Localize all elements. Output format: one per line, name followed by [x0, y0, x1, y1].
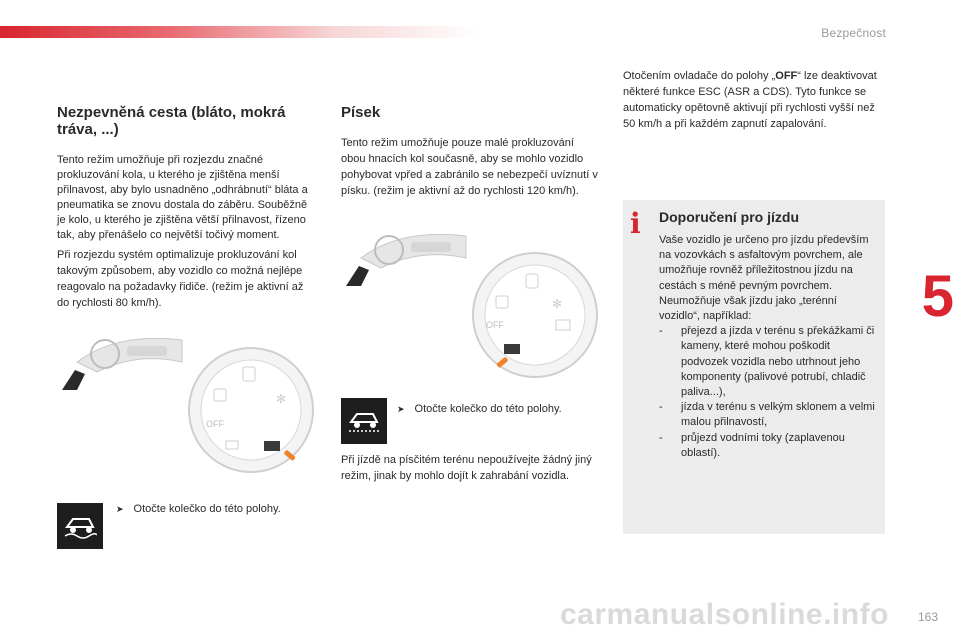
mud-paragraph-1: Tento režim umožňuje při rozjezdu značné prokluzování kola, u kterého je zjištěna menší přilnavost, aby bylo usnadněno „odhrábnutí“ bláta a pneumatika se znovu dostala do záběru. Souběžně je kolo, u kterého je zjištěna větší přilnavost, řízeno tak, aby přenášelo co největší točivý moment.: [57, 153, 308, 241]
recommendation-title: Doporučení pro jízdu: [659, 209, 799, 225]
mode-dial-sand: [470, 250, 600, 380]
recommendation-list: [659, 324, 877, 461]
dial-off-label: OFF: [206, 419, 224, 429]
car-mud-icon: [63, 513, 97, 539]
list-item: - přejezd a jízda v terénu s překážkami či kameny, které mohou poškodit podvozek vozidla nebo utrhnout jeho komponenty (palivové potrubí, chladič paliva...),: [659, 324, 877, 400]
recommendation-body: [659, 233, 877, 461]
mode-dial-mud: [186, 345, 316, 475]
sand-step: [397, 403, 562, 415]
sand-paragraph-1: Tento režim umožňuje pouze malé prokluzování obou hnacích kol současně, aby se mohlo vozidlo pohybovat vpřed a zabránilo se nebezpečí uvíznutí v písku. (režim je aktivní až do rychlosti 120 km/h).: [341, 137, 598, 198]
left-column: [57, 104, 312, 311]
sand-step-text: Otočte kolečko do této polohy.: [414, 403, 562, 415]
right-column: [623, 68, 885, 132]
header-red-band: [0, 26, 480, 38]
off-keyword: OFF: [775, 70, 798, 82]
dashboard-illustration-mud: [57, 322, 187, 390]
recommendation-intro: Vaše vozidlo je určeno pro jízdu především na vozovkách s asfaltovým povrchem, ale umožňuje rovněž příležitostnou jízdu na cestách s méně pevným povrchem.: [659, 234, 869, 292]
section-title: Bezpečnost: [821, 26, 886, 40]
mud-section-title: Nezpevněná cesta (bláto, mokrá tráva, ...): [57, 104, 286, 139]
dashboard-illustration-sand: [341, 218, 471, 286]
mud-step-text: Otočte kolečko do této polohy.: [133, 503, 281, 515]
recommendation-intro-2: Neumožňuje však jízdu jako „terénní vozidlo“, například:: [659, 294, 837, 323]
off-paragraph-prefix: Otočením ovladače do polohy „: [623, 70, 776, 82]
info-icon: i: [630, 207, 641, 240]
off-paragraph-suffix: “ lze deaktivovat některé funkce ESC (ASR a CDS). Tyto funkce se automaticky opětovně aktivují při rychlosti vyšší než 50 km/h a při každém zapnutí zapalování.: [623, 70, 877, 130]
svg-text:✻: ✻: [276, 392, 287, 406]
sand-mode-icon: [341, 398, 387, 444]
sand-section-title: Písek: [341, 104, 381, 121]
off-paragraph: [623, 68, 885, 132]
sand-paragraph-2: Při jízdě na písčitém terénu nepoužívejte žádný jiný režim, jinak by mohlo dojít k zahrabání vozidla.: [341, 454, 592, 482]
watermark-text: carmanualsonline.info: [560, 598, 889, 631]
dial-off-label: OFF: [486, 320, 504, 330]
middle-column: [341, 104, 601, 199]
car-sand-icon: [347, 408, 381, 434]
mud-paragraph-2: Při rozjezdu systém optimalizuje prokluzování kol takovým způsobem, aby vozidlo co možná nejlépe reagovalo na požadavky řidiče. (režim je aktivní až do rychlosti 80 km/h).: [57, 248, 304, 309]
step-marker-icon: ➤: [397, 404, 405, 414]
svg-text:✻: ✻: [552, 297, 563, 311]
list-item: - průjezd vodními toky (zaplavenou oblastí).: [659, 431, 877, 461]
step-marker-icon: ➤: [116, 504, 124, 514]
chapter-number: 5: [921, 264, 954, 329]
page-number: 163: [917, 610, 938, 624]
mud-step: [116, 503, 281, 515]
list-item: - jízda v terénu s velkým sklonem a velmi malou přilnavostí,: [659, 400, 877, 430]
mud-mode-icon: [57, 503, 103, 549]
